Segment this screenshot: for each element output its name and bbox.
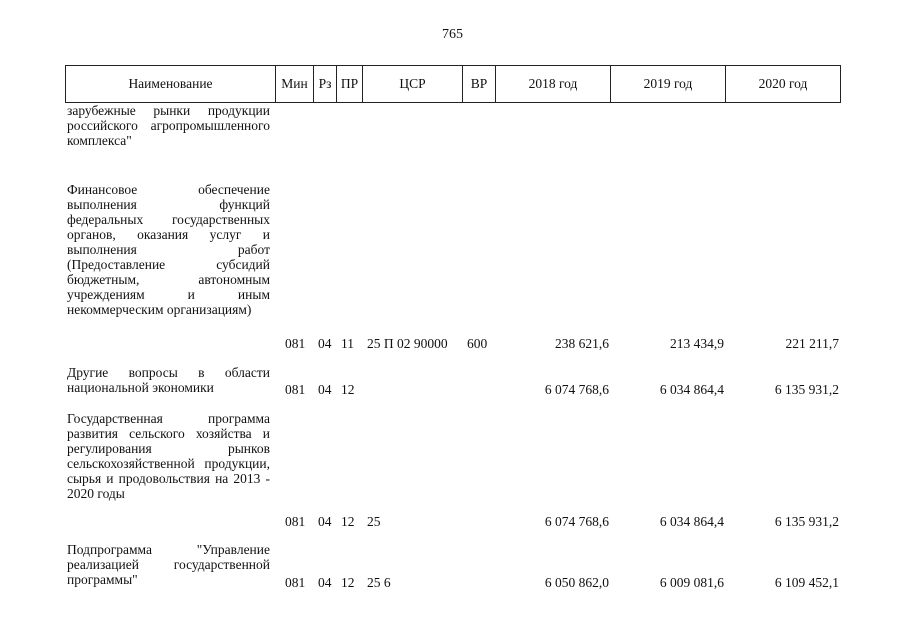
row-csr: 25 П 02 90000 — [367, 336, 448, 351]
row-value-2018: 6 074 768,6 — [544, 382, 609, 397]
row-pr: 12 — [341, 575, 355, 590]
header-2019: 2019 год — [611, 66, 726, 103]
row-csr: 25 6 — [367, 575, 391, 590]
row-value-2019: 6 034 864,4 — [659, 382, 724, 397]
table-header — [65, 65, 841, 103]
row-name: Финансовое обеспечение выполнения функций федеральных государственных органов, оказания услуг и выполнения работ (Предоставление субсидий бюджетным, автономным учреждениям и иным некоммерческим организациям) — [67, 182, 270, 317]
row-name: зарубежные рынки продукции российского агропромышленного комплекса" — [67, 103, 270, 148]
row-rz: 04 — [318, 382, 332, 397]
page-number: 765 — [442, 27, 463, 42]
header-name: Наименование — [66, 66, 276, 103]
row-value-2020: 221 211,7 — [785, 336, 839, 351]
header-2018: 2018 год — [496, 66, 611, 103]
row-name: Государственная программа развития сельского хозяйства и регулирования рынков сельскохозяйственной продукции, сырья и продовольствия на 2013 - 2020 годы — [67, 411, 270, 501]
row-pr: 11 — [341, 336, 354, 351]
row-value-2018: 6 050 862,0 — [544, 575, 609, 590]
row-vr: 600 — [467, 336, 488, 351]
header-vr: ВР — [463, 66, 496, 103]
row-value-2018: 238 621,6 — [555, 336, 609, 351]
row-min: 081 — [285, 382, 306, 397]
row-value-2020: 6 135 931,2 — [774, 382, 839, 397]
row-rz: 04 — [318, 336, 332, 351]
row-pr: 12 — [341, 382, 355, 397]
header-csr: ЦСР — [363, 66, 463, 103]
row-value-2020: 6 109 452,1 — [774, 575, 839, 590]
row-rz: 04 — [318, 514, 332, 529]
row-csr: 25 — [367, 514, 381, 529]
row-rz: 04 — [318, 575, 332, 590]
header-pr: ПР — [337, 66, 363, 103]
row-value-2018: 6 074 768,6 — [544, 514, 609, 529]
row-pr: 12 — [341, 514, 355, 529]
row-value-2019: 213 434,9 — [670, 336, 724, 351]
row-value-2019: 6 009 081,6 — [659, 575, 724, 590]
row-min: 081 — [285, 336, 306, 351]
row-name: Подпрограмма "Управление реализацией государственной программы" — [67, 542, 270, 587]
row-name: Другие вопросы в области национальной экономики — [67, 365, 270, 395]
header-min: Мин — [276, 66, 314, 103]
header-2020: 2020 год — [726, 66, 841, 103]
row-min: 081 — [285, 575, 306, 590]
row-value-2020: 6 135 931,2 — [774, 514, 839, 529]
row-value-2019: 6 034 864,4 — [659, 514, 724, 529]
header-rz: Рз — [314, 66, 337, 103]
row-min: 081 — [285, 514, 306, 529]
